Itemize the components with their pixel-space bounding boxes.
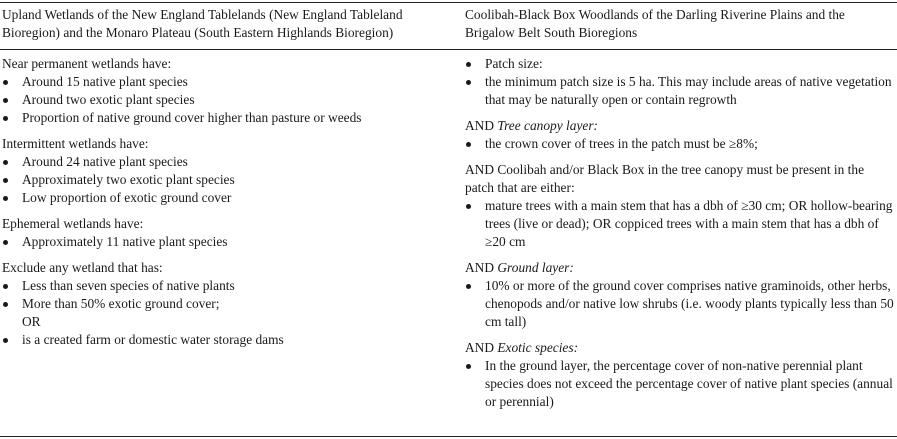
- section-heading: [465, 161, 895, 197]
- left-column-body: [2, 55, 442, 357]
- list-item-text: Approximately 11 native plant species: [22, 234, 228, 249]
- list-item: [2, 189, 442, 207]
- list-item-text: the minimum patch size is 5 ha. This may include areas of native vegetation that may be naturally open or contain regrowth: [485, 74, 892, 107]
- bullet-icon: [3, 160, 8, 165]
- section-heading: Ephemeral wetlands have:: [2, 216, 144, 231]
- ephemeral-section: [2, 215, 442, 251]
- or-connector: [2, 313, 442, 331]
- list-item: [2, 73, 442, 91]
- list-item: [465, 197, 895, 251]
- section-heading: Near permanent wetlands have:: [2, 56, 172, 71]
- connector-text: OR: [22, 314, 41, 329]
- table-bottom-rule: [0, 436, 897, 437]
- tree-canopy-section: [465, 117, 895, 153]
- table-header-rule: [0, 49, 897, 50]
- section-heading: [465, 259, 895, 277]
- heading-emphasis: Tree canopy layer:: [497, 118, 599, 133]
- list-item: [465, 277, 895, 331]
- list-item-text: Low proportion of exotic ground cover: [22, 190, 232, 205]
- list-item-text: Patch size:: [485, 56, 543, 71]
- list-item-text: Around two exotic plant species: [22, 92, 195, 107]
- list-item: [465, 135, 895, 153]
- list-item-text: mature trees with a main stem that has a dbh of ≥30 cm; OR hollow-bearing trees (live or dead); OR coppiced trees with a main stem that has a dbh of ≥20 cm: [485, 198, 893, 249]
- heading-lead: AND Coolibah and/or Black Box in the tree canopy must be present in the patch that are either:: [465, 162, 865, 195]
- list-item-text: More than 50% exotic ground cover;: [22, 296, 220, 311]
- near-permanent-section: [2, 55, 442, 127]
- bullet-icon: [3, 302, 8, 307]
- list-item: [2, 277, 442, 295]
- coolibah-section: [465, 161, 895, 251]
- bullet-list: [2, 233, 442, 251]
- list-item: [2, 171, 442, 189]
- list-item-text: Proportion of native ground cover higher than pasture or weeds: [22, 110, 362, 125]
- list-item: [2, 91, 442, 109]
- patch-size-section: [465, 55, 895, 109]
- list-item: [465, 73, 895, 109]
- bullet-icon: [3, 284, 8, 289]
- list-item: [465, 357, 895, 411]
- list-item: [2, 153, 442, 171]
- bullet-icon: [3, 116, 8, 121]
- list-item-text: Around 15 native plant species: [22, 74, 188, 89]
- heading-emphasis: Ground layer:: [497, 260, 574, 275]
- bullet-list: [2, 277, 442, 349]
- bullet-icon: [466, 204, 471, 209]
- heading-lead: AND: [465, 340, 498, 355]
- section-heading: [465, 339, 895, 357]
- list-item-text: the crown cover of trees in the patch must be ≥8%;: [485, 136, 758, 151]
- list-item-text: is a created farm or domestic water storage dams: [22, 332, 284, 347]
- bullet-icon: [3, 80, 8, 85]
- bullet-icon: [3, 240, 8, 245]
- section-heading: [465, 117, 895, 135]
- list-item-text: 10% or more of the ground cover comprises native graminoids, other herbs, chenopods and/or native low shrubs (i.e. woody plants typically less than 50 cm tall): [485, 278, 894, 329]
- bullet-list: [465, 197, 895, 251]
- bullet-icon: [3, 196, 8, 201]
- bullet-icon: [3, 98, 8, 103]
- list-item: [2, 233, 442, 251]
- bullet-icon: [466, 142, 471, 147]
- list-item: [2, 295, 442, 313]
- right-column-header: Coolibah-Black Box Woodlands of the Darling Riverine Plains and the Brigalow Belt South Bioregions: [465, 7, 845, 40]
- bullet-icon: [466, 80, 471, 85]
- list-item: [2, 331, 442, 349]
- heading-emphasis: Exotic species:: [497, 340, 579, 355]
- heading-lead: AND: [465, 118, 498, 133]
- bullet-list: [465, 55, 895, 109]
- bullet-icon: [3, 178, 8, 183]
- bullet-list: [465, 357, 895, 411]
- section-heading: Exclude any wetland that has:: [2, 260, 163, 275]
- bullet-icon: [3, 338, 8, 343]
- list-item: [2, 109, 442, 127]
- left-column-header: Upland Wetlands of the New England Tablelands (New England Tableland Bioregion) and the Monaro Plateau (South Eastern Highlands Bioregion): [2, 7, 403, 40]
- table-top-rule: [0, 2, 897, 3]
- list-item-text: Less than seven species of native plants: [22, 278, 235, 293]
- heading-lead: AND: [465, 260, 498, 275]
- bullet-icon: [466, 364, 471, 369]
- bullet-list: [465, 277, 895, 331]
- section-heading: Intermittent wetlands have:: [2, 136, 149, 151]
- bullet-list: [465, 135, 895, 153]
- bullet-icon: [466, 62, 471, 67]
- ground-layer-section: [465, 259, 895, 331]
- bullet-list: [2, 153, 442, 207]
- list-item: [465, 55, 895, 73]
- right-column-body: [465, 55, 895, 419]
- list-item-text: Around 24 native plant species: [22, 154, 188, 169]
- exotic-species-section: [465, 339, 895, 411]
- bullet-icon: [466, 284, 471, 289]
- intermittent-section: [2, 135, 442, 207]
- list-item-text: In the ground layer, the percentage cover of non-native perennial plant species does not exceed the percentage cover of native plant species (annual or perennial): [485, 358, 893, 409]
- bullet-list: [2, 73, 442, 127]
- exclusion-section: [2, 259, 442, 349]
- list-item-text: Approximately two exotic plant species: [22, 172, 235, 187]
